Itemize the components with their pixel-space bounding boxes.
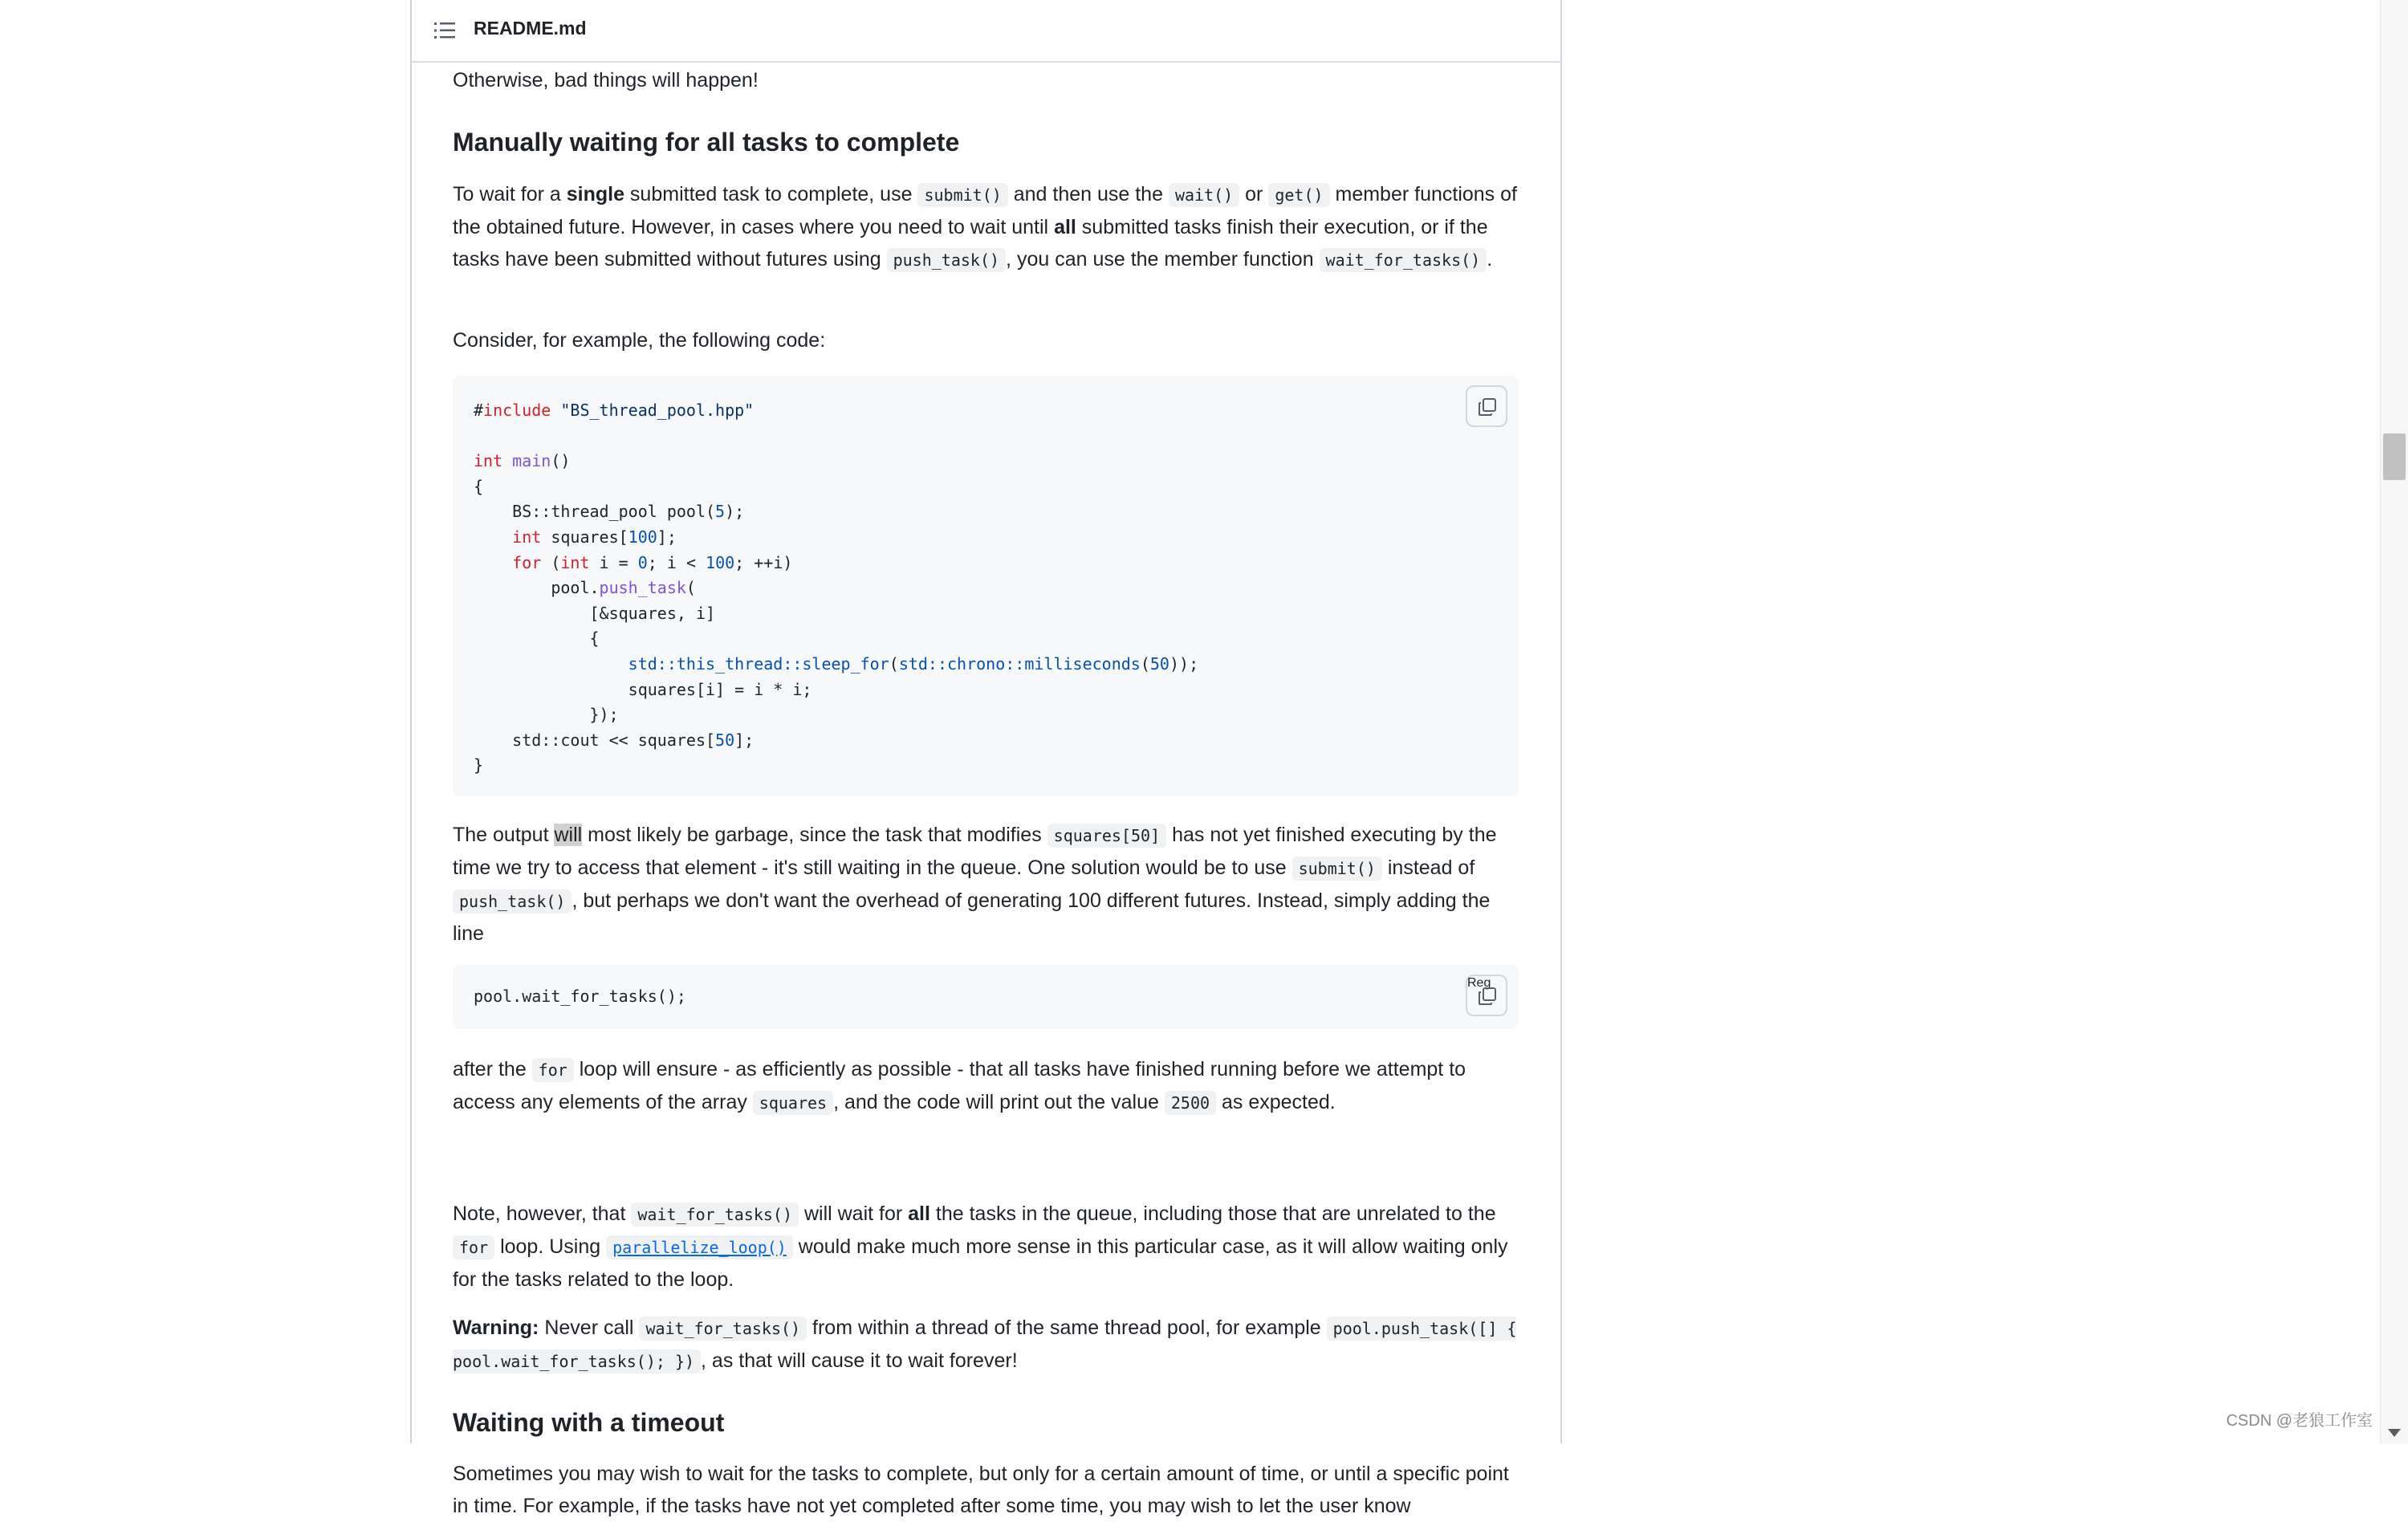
code-token: squares[ — [541, 527, 628, 547]
code-token: int — [560, 552, 590, 572]
code-token: BS::thread_pool pool( — [474, 502, 716, 522]
text: , and the code will print out the value — [833, 1091, 1165, 1113]
code-token: 5 — [715, 502, 726, 522]
code-token: ]; — [734, 730, 755, 750]
code-token: 100 — [706, 552, 735, 572]
outline-list-icon[interactable] — [434, 21, 455, 40]
readme-header — [412, 0, 1560, 63]
code-wait-line[interactable]: pool.wait_for_tasks(); — [474, 987, 686, 1006]
code-token: ; i < — [647, 552, 706, 572]
code-token: i = — [589, 552, 638, 572]
text: would make much more sense in this particular case, as it will allow waiting only for the tasks related to the loop. — [453, 1235, 1508, 1291]
bold-text: Warning: — [453, 1316, 539, 1339]
code-token: 100 — [628, 527, 657, 547]
code-token: { — [474, 629, 600, 649]
copy-icon — [1478, 987, 1497, 1006]
code-token: std::cout << squares[ — [474, 730, 716, 750]
text: instead of — [1381, 857, 1475, 879]
text: will wait for — [799, 1203, 909, 1225]
inline-code: parallelize_loop() — [606, 1235, 793, 1260]
code-token: () — [551, 451, 571, 471]
code-token: }); — [474, 705, 619, 725]
text: the tasks in the queue, including those that are unrelated to the — [929, 1203, 1496, 1225]
code-token: ( — [1140, 653, 1150, 674]
inline-code: wait_for_tasks() — [639, 1316, 807, 1341]
text: submitted task to complete, use — [624, 183, 918, 206]
inline-code: for — [453, 1235, 494, 1260]
inline-code: push_task() — [453, 889, 571, 914]
code-token: std::this_thread::sleep_for — [628, 653, 889, 674]
text: To wait for a — [453, 183, 567, 206]
inline-code: pool.push_task([] { pool.wait_for_tasks(); }) — [453, 1316, 1516, 1373]
inline-code: squares[50] — [1047, 824, 1166, 848]
inline-code: 2500 — [1165, 1091, 1216, 1115]
inline-code: submit() — [917, 183, 1007, 207]
text: member functions of the obtained future. However, in cases where you need to wait until — [453, 183, 1517, 238]
code-token: pool. — [474, 578, 600, 598]
watermark: CSDN @老狼工作室 — [2226, 1412, 2373, 1430]
code-token: ( — [541, 552, 561, 572]
code-block-example — [453, 376, 1519, 796]
text: from within a thread of the same thread pool, for example — [807, 1316, 1327, 1339]
bold-text: all — [908, 1203, 930, 1225]
code-token: std::chrono::milliseconds — [898, 653, 1141, 674]
code-token: "BS_thread_pool.hpp" — [560, 401, 755, 420]
text: or — [1239, 183, 1269, 206]
inline-code: get() — [1268, 183, 1329, 207]
text: most likely be garbage, since the task that modifies — [582, 824, 1047, 846]
text: , you can use the member function — [1006, 248, 1320, 271]
paragraph-after-loop — [453, 1053, 1520, 1119]
heading-manual-waiting: Manually waiting for all tasks to complete — [453, 128, 960, 157]
text: has not yet finished executing by the time we try to access that element - it's still waiting in the queue. One solution would be to use — [453, 824, 1497, 879]
readme-panel — [410, 0, 1562, 1517]
code-token: )); — [1169, 653, 1199, 674]
paragraph-consider: Consider, for example, the following code: — [453, 329, 826, 352]
paragraph-note — [453, 1198, 1520, 1296]
paragraph-warning — [453, 1312, 1520, 1378]
text: as expected. — [1216, 1091, 1336, 1113]
text: loop. Using — [494, 1235, 607, 1258]
code-token — [551, 401, 560, 420]
text: after the — [453, 1058, 532, 1080]
paragraph-wait-single — [453, 178, 1520, 276]
text: and then use the — [1007, 183, 1169, 206]
readme-filename: README.md — [474, 18, 587, 39]
page-scrollbar[interactable] — [2380, 0, 2408, 1443]
text: The output — [453, 824, 555, 846]
inline-code: wait_for_tasks() — [631, 1203, 799, 1227]
code-token: { — [474, 476, 484, 496]
text: , but perhaps we don't want the overhead of generating 100 different futures. Instead, simply adding the line — [453, 889, 1491, 945]
code-token: 50 — [715, 730, 735, 750]
inline-code: wait_for_tasks() — [1320, 248, 1487, 272]
code-token: for — [512, 552, 542, 572]
code-token: include — [483, 401, 551, 420]
code-token: # — [474, 401, 484, 420]
code-token — [474, 553, 512, 572]
inline-code: squares — [753, 1091, 833, 1115]
code-token: } — [474, 755, 484, 775]
scroll-down-arrow-icon[interactable] — [2388, 1429, 2401, 1437]
copy-icon — [1478, 397, 1497, 417]
text: loop will ensure - as efficiently as possible - that all tasks have finished running before we attempt to access any elements of the array — [453, 1058, 1466, 1113]
code-token — [474, 654, 628, 674]
code-token: ]; — [657, 527, 677, 547]
code-token: int — [474, 451, 503, 471]
parallelize-loop-link[interactable] — [606, 1235, 793, 1258]
inline-code: push_task() — [887, 248, 1006, 272]
paragraph-timeout: Sometimes you may wish to wait for the tasks to complete, but only for a certain amount of time, or until a specific point in time. For example, if the tasks have not yet completed after some time, you may wish to let the user know — [453, 1463, 1509, 1517]
heading-waiting-timeout: Waiting with a timeout — [453, 1408, 725, 1437]
inline-code: wait() — [1169, 183, 1239, 207]
copy-code-button[interactable] — [1466, 385, 1507, 427]
code-token: ( — [889, 653, 899, 674]
scrollbar-thumb[interactable] — [2383, 433, 2406, 480]
code-token — [474, 527, 512, 547]
text: . — [1487, 248, 1493, 271]
code-token — [502, 451, 512, 470]
inline-code: submit() — [1292, 857, 1382, 881]
code-token: push_task — [599, 578, 686, 598]
inline-code: for — [532, 1058, 574, 1082]
paragraph-intro: Otherwise, bad things will happen! — [453, 69, 759, 92]
code-token: ); — [725, 502, 745, 522]
bold-text: all — [1054, 216, 1076, 238]
copy-code-button[interactable]: Reg — [1466, 975, 1507, 1016]
code-token: main — [512, 451, 551, 471]
code-token: ; ++i) — [734, 552, 793, 572]
search-highlight: will — [554, 824, 583, 846]
text: Note, however, that — [453, 1203, 632, 1225]
paragraph-output-garbage — [453, 819, 1520, 950]
bold-text: single — [566, 183, 624, 206]
text: , as that will cause it to wait forever! — [701, 1349, 1018, 1372]
text: Never call — [539, 1316, 640, 1339]
code-token: 50 — [1149, 653, 1169, 674]
code-token: ( — [685, 578, 696, 598]
code-example[interactable] — [474, 398, 1198, 779]
text: submitted tasks finish their execution, or if the tasks have been submitted without futures using — [453, 216, 1488, 271]
code-block-wait — [453, 965, 1519, 1029]
code-token: int — [512, 527, 542, 547]
code-token: squares[i] = i * i; — [474, 679, 812, 699]
code-token: 0 — [637, 552, 648, 572]
code-token: [&squares, i] — [474, 603, 716, 623]
